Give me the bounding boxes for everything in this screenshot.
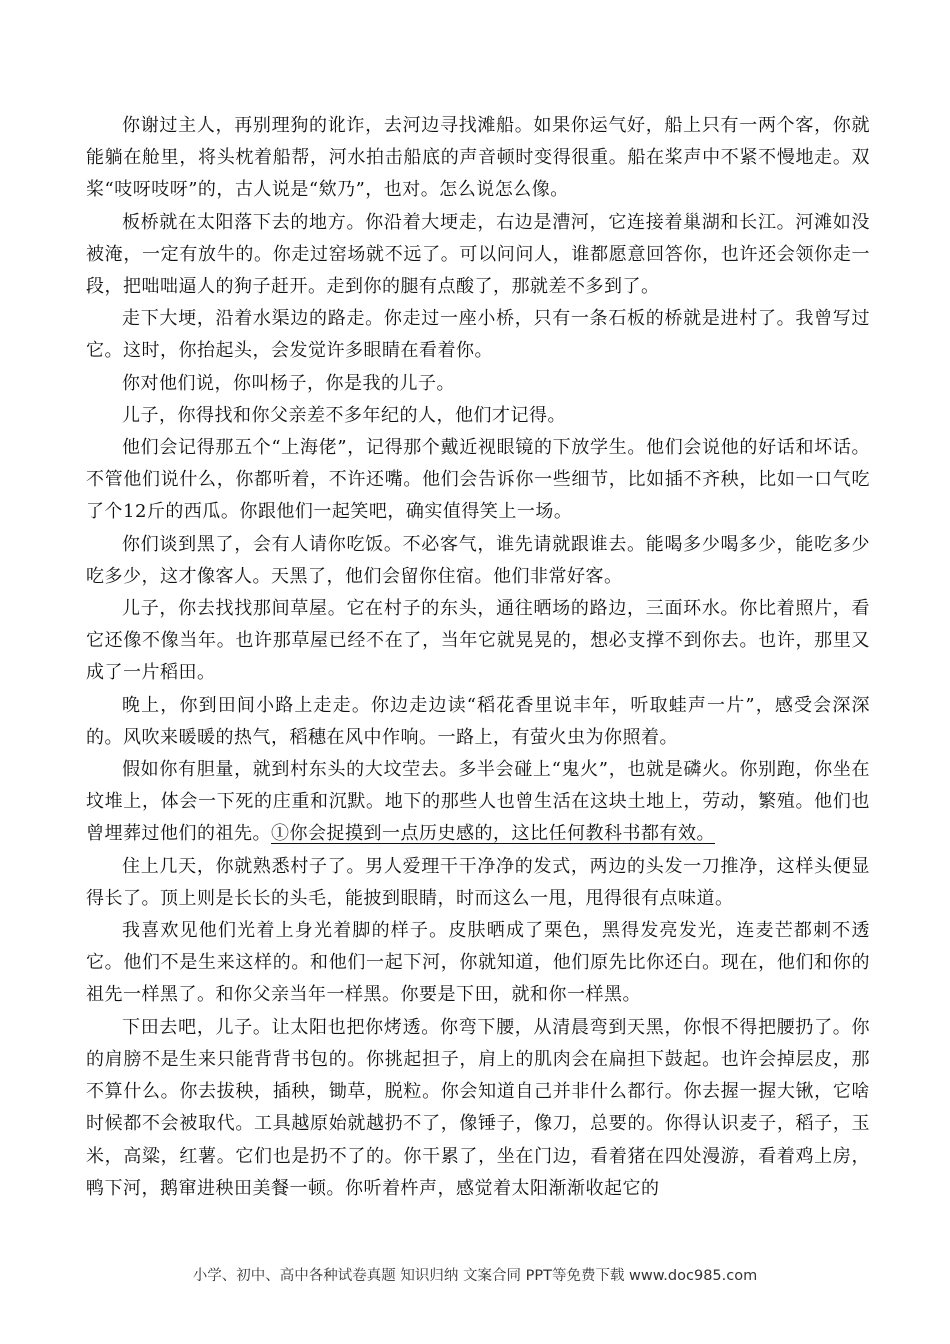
paragraph-2 [86,207,870,304]
paragraph-text: 晚上，你到田间小路上走走。你边走边读“稻花香里说丰年，听取蛙声一片”，感受会深深的。风吹来暖暖的热气，稻穗在风中作响。一路上，有萤火虫为你照着。 [86,694,870,748]
paragraph-3 [86,303,870,367]
paragraph-text: 你谢过主人，再别理狗的讹诈，去河边寻找滩船。如果你运气好，船上只有一两个客，你就能躺在舱里，将头枕着船帮，河水拍击船底的声音顿时变得很重。船在桨声中不紧不慢地走。双桨“吱呀吱呀”的，古人说是“欸乃”，也对。怎么说怎么像。 [86,115,870,201]
paragraph-text: 我喜欢见他们光着上身光着脚的样子。皮肤晒成了栗色，黑得发亮发光，连麦芒都刺不透它。他们不是生来这样的。和他们一起下河，你就知道，他们原先比你还白。现在，他们和你的祖先一样黑了。和你父亲当年一样黑。你要是下田，就和你一样黑。 [86,920,870,1006]
paragraph-text: 走下大埂，沿着水渠边的路走。你走过一座小桥，只有一条石板的桥就是进村了。我曾写过它。这时，你抬起头，会发觉许多眼睛在看着你。 [86,308,870,362]
page-footer [0,1266,950,1286]
paragraph-8 [86,593,870,690]
paragraph-text: 你对他们说，你叫杨子，你是我的儿子。 [122,372,455,394]
paragraph-9 [86,690,870,754]
paragraph-text: 儿子，你去找找那间草屋。它在村子的东头，通往晒场的路边，三面环水。你比着照片，看它还像不像当年。也许那草屋已经不在了，当年它就晃晃的，想必支撑不到你去。也许，那里又成了一片稻田。 [86,598,870,684]
paragraph-11 [86,851,870,915]
paragraph-7 [86,529,870,593]
paragraph-4 [86,368,870,400]
paragraph-10 [86,754,870,851]
footer-text: 小学、初中、高中各种试卷真题 知识归纳 文案合同 PPT等免费下载 www.doc985.com [192,1268,758,1284]
paragraph-text: 儿子，你得找和你父亲差不多年纪的人，他们才记得。 [122,404,566,426]
paragraph-text: 板桥就在太阳落下去的地方。你沿着大埂走，右边是漕河，它连接着巢湖和长江。河滩如没被淹，一定有放牛的。你走过窑场就不远了。可以问问人，谁都愿意回答你，也许还会领你走一段，把咄咄逼人的狗子赶开。走到你的腿有点酸了，那就差不多到了。 [86,211,870,298]
paragraph-12 [86,915,870,1012]
paragraph-text: 假如你有胆量，就到村东头的大坟茔去。多半会碰上“鬼火”，也就是磷火。你别跑，你坐在坟堆上，体会一下死的庄重和沉默。地下的那些人也曾生活在这块土地上，劳动，繁殖。他们也曾埋葬过他们的祖先。 [86,759,870,845]
paragraph-13 [86,1012,870,1205]
paragraph-6 [86,432,870,529]
article-body [86,110,870,1205]
paragraph-5 [86,400,870,432]
paragraph-text: 下田去吧，儿子。让太阳也把你烤透。你弯下腰，从清晨弯到天黑，你恨不得把腰扔了。你的肩膀不是生来只能背背书包的。你挑起担子，肩上的肌肉会在扁担下鼓起。也许会掉层皮，那不算什么。你去拔秧，插秧，锄草，脱粒。你会知道自己并非什么都行。你去握一握大锹，它啥时候都不会被取代。工具越原始就越扔不了，像锤子，像刀，总要的。你得认识麦子，稻子，玉米，高粱，红薯。它们也是扔不了的。你干累了，坐在门边，看着猪在四处漫游，看着鸡上房，鸭下河，鹅窜进秧田美餐一顿。你听着杵声，感觉着太阳渐渐收起它的 [86,1016,870,1199]
paragraph-text: 他们会记得那五个“上海佬”，记得那个戴近视眼镜的下放学生。他们会说他的好话和坏话。不管他们说什么，你都听着，不许还嘴。他们会告诉你一些细节，比如插不齐秧，比如一口气吃了个12斤的西瓜。你跟他们一起笑吧，确实值得笑上一场。 [86,437,870,523]
paragraph-text: 住上几天，你就熟悉村子了。男人爱理干干净净的发式，两边的头发一刀推净，这样头便显得长了。顶上则是长长的头毛，能披到眼睛，时而这么一甩，甩得很有点味道。 [86,855,870,909]
underlined-sentence-1: ①你会捉摸到一点历史感的，这比任何教科书都有效。 [271,823,715,845]
paragraph-text: 你们谈到黑了，会有人请你吃饭。不必客气，谁先请就跟谁去。能喝多少喝多少，能吃多少吃多少，这才像客人。天黑了，他们会留你住宿。他们非常好客。 [86,533,870,587]
paragraph-1 [86,110,870,207]
